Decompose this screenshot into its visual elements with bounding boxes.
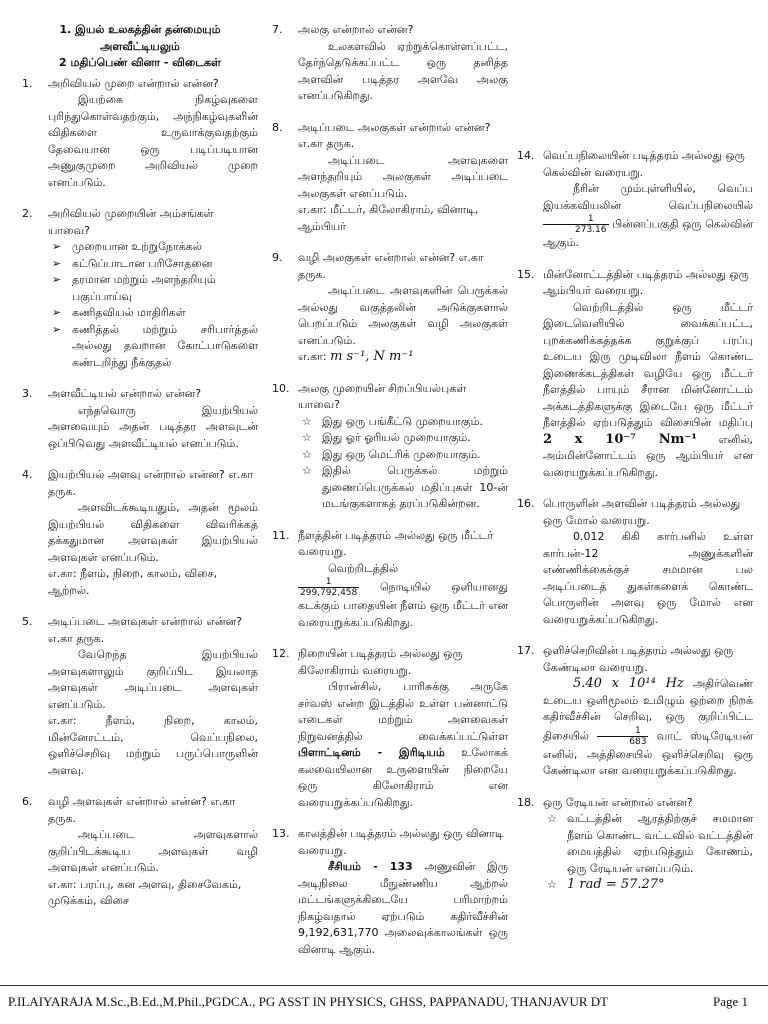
list-item: ☆ இது ஒரு பங்கீட்டு முறையாகும். xyxy=(298,414,508,431)
page-footer xyxy=(0,985,768,1014)
question-9: 9. வழி அலகுகள் என்றால் என்ன? எ.கா தருக. அடிப்படை அளவுகளின் பெருக்கல் அல்லது வகுத்தலின் அடுக்குகளால் பெறப்படும் அலகுகள் வழி அலகுகள் எனப்படும். எ.கா: m s⁻¹, N m⁻¹ xyxy=(272,251,508,364)
question-5: 5. அடிப்படை அளவுகள் என்றால் என்ன? எ.கா தருக. வேறெந்த இயற்பியல் அளவுகளாலும் குறிப்பிட இயலாத அளவுகள் அடிப்படை அளவுகள் எனப்படும். எ.கா: நீளம், நிறை, காலம், மின்னோட்டம், வெப்பநிலை, ஒளிச்செறிவு மற்றும் பருப்பொருளின் அளவு. xyxy=(22,614,258,779)
section-title: 2 மதிப்பெண் வினா - விடைகள் xyxy=(59,56,221,69)
question-text: அறிவியல் முறையின் அம்சங்கள் யாவை? xyxy=(48,207,214,237)
question-text: காலத்தின் படித்தரம் அல்லது ஒரு வினாடி வரையறு. xyxy=(298,827,504,857)
star-bullet-icon: ☆ xyxy=(547,812,557,825)
answer-text: சீசியம் - 133 அணுவின் இரு அடிநிலை மீநுண்ணிய ஆற்றல் மட்டங்களுக்கிடையே பரிமாற்றம் நிகழ்வதால் ஏற்படும் கதிர்வீச்சின் 9,192,631,770 அலைவுக்காலங்கள் ஒரு வினாடி ஆகும். xyxy=(298,860,509,956)
question-10: 10. அலகு முறையின் சிறப்பியல்புகள் யாவை? ☆ இது ஒரு பங்கீட்டு முறையாகும். ☆ இது ஓர் ஓரியல் முறையாகும். ☆ இது ஒரு மெட்ரிக் முறையாகும். ☆ இதில் பெருக்கல் மற்றும் துணைப்பெருக்கல் மதிப்புகள் 10-ன் மடங்குகளாகத் தரப்படுகின்றன. xyxy=(272,381,508,513)
question-text: மின்னோட்டத்தின் படித்தரம் அல்லது ஒரு ஆம்பியர் வரையறு. xyxy=(543,267,749,297)
question-text: வழி அளவுகள் என்றால் என்ன? எ.கா தருக. xyxy=(48,795,236,825)
fraction: $\frac{1}{273.16}$ xyxy=(543,214,609,235)
answer-text: அடிப்படை அளவுகளின் பெருக்கல் அல்லது வகுத்தலின் அடுக்குகளால் பெறப்படும் அலகுகள் வழி அலகுகள் எனப்படும். xyxy=(298,284,508,347)
answer-text: எந்தவொரு இயற்பியல் அளவையும் அதன் படித்தர அளவுடன் ஒப்பிடுவது அளவீட்டியல் எனப்படும். xyxy=(48,403,258,450)
list-item: ➢ கணிதவியல் மாதிரிகள் xyxy=(48,305,258,322)
question-16: 16. பொருளின் அளவின் படித்தரம் அல்லது ஒரு மோல் வரையறு. 0.012 கிகி கார்பனில் உள்ள கார்பன்-12 அணுக்களின் எண்ணிக்கைக்குச் சமமான பல அடிப்படைத் துகள்களைக் கொண்ட பொருளின் அளவு ஒரு மோல் என வரையறுக்கப்படுகிறது. xyxy=(517,496,753,628)
question-text: வழி அலகுகள் என்றால் என்ன? எ.கா தருக. xyxy=(298,251,484,281)
fraction: $\frac{1}{683}$ xyxy=(597,726,648,747)
question-text: அளவீட்டியல் என்றால் என்ன? xyxy=(48,387,202,400)
star-bullet-icon: ☆ xyxy=(302,464,312,477)
answer-lead: வெற்றிடத்தில் xyxy=(328,561,399,575)
force-value: 2 x 10⁻⁷ Nm⁻¹ xyxy=(543,431,697,447)
answer-text: இயற்கை நிகழ்வுகளை புரிந்துகொள்வதற்கும், அந்நிகழ்வுகளின் விதிகளை உருவாக்குவதற்கும் தேவையான ஒரு படிப்படியான அணுகுமுறை அறிவியல் முறை எனப்படும். xyxy=(48,93,258,189)
example-text: எ.கா: மீட்டர், கிலோகிராம், வினாடி, ஆம்பியர் xyxy=(298,203,479,233)
list-item: ☆ இது ஒரு மெட்ரிக் முறையாகும். xyxy=(298,447,508,464)
answer-text: 5.40 x 10¹⁴ Hz அதிர்வெண் உடைய ஒளிமூலம் உமிழும் ஒற்றை நிறக் கதிர்வீச்சின் செறிவு, ஒரு குறிப்பிட்ட திசையில் $\frac{1}{683}$ வாட் ஸ்டிரேடியன் எனில், அத்திசையில் ஒளிச்செறிவு ஒரு கேண்டிலா என வரையறுக்கப்படுகிறது. xyxy=(543,676,754,777)
column-right xyxy=(517,148,753,909)
document-header xyxy=(22,22,258,72)
answer-text: அளவிடக்கூடியதும், அதன் மூலம் இயற்பியல் விதிகளை விவரிக்கத் தக்கதுமான அளவுகள் இயற்பியல் அளவுகள் எனப்படும். xyxy=(48,501,258,564)
answer-text: 0.012 கிகி கார்பனில் உள்ள கார்பன்-12 அணுக்களின் எண்ணிக்கைக்குச் சமமான பல அடிப்படைத் துகள்களைக் கொண்ட பொருளின் அளவு ஒரு மோல் என வரையறுக்கப்படுகிறது. xyxy=(543,530,753,626)
question-text: வெப்பநிலையின் படித்தரம் அல்லது ஒரு கெல்வின் வரையறு. xyxy=(543,149,745,179)
question-1: 1. அறிவியல் முறை என்றால் என்ன? இயற்கை நிகழ்வுகளை புரிந்துகொள்வதற்கும், அந்நிகழ்வுகளின் விதிகளை உருவாக்குவதற்கும் தேவையான ஒரு படிப்படியான அணுகுமுறை அறிவியல் முறை எனப்படும். xyxy=(22,76,258,192)
answer-text: பிரான்சில், பாரிசுக்கு அருகே சர்வஸ் என்ற இடத்தில் உள்ள பன்னாட்டு எடைகள் மற்றும் அளவைகள் நிறுவனத்தில் வைக்கப்பட்டுள்ள பிளாட்டினம் - இரிடியம் உலோகக் கலவையிலான உருளையின் நிறையே ஒரு கிலோகிராம் என வரையறுக்கப்படுகிறது. xyxy=(298,680,508,809)
arrow-bullet-icon: ➢ xyxy=(52,273,62,286)
example-text: எ.கா: நீளம், நிறை, காலம், மின்னோட்டம், வெப்பநிலை, ஒளிச்செறிவு மற்றும் பருப்பொருளின் அளவு. xyxy=(48,714,258,777)
answer-text: $\frac{1}{299,792,458}$ நொடியில் ஒளியானது கடக்கும் பாதையின் நீளம் ஒரு மீட்டர் என வரையறுக்கப்படுகிறது. xyxy=(298,577,508,629)
arrow-bullet-icon: ➢ xyxy=(52,306,62,319)
question-17: 17. ஒளிச்செறிவின் படித்தரம் அல்லது ஒரு கேண்டிலா வரையறு. 5.40 x 10¹⁴ Hz அதிர்வெண் உடைய ஒளிமூலம் உமிழும் ஒற்றை நிறக் கதிர்வீச்சின் செறிவு, ஒரு குறிப்பிட்ட திசையில் $\frac{1}{683}$ வாட் ஸ்டிரேடியன் எனில், அத்திசையில் ஒளிச்செறிவு ஒரு கேண்டிலா என வரையறுக்கப்படுகிறது. xyxy=(517,643,753,780)
radian-formula: 1 rad = 57.27° xyxy=(567,877,665,892)
list-item: ➢ கணித்தல் மற்றும் சரிபார்த்தல் அல்லது தவறான கோட்பாடுகளை கண்டறிந்து நீக்குதல் xyxy=(52,322,258,369)
question-11: 11. நீளத்தின் படித்தரம் அல்லது ஒரு மீட்டர் வரையறு. வெற்றிடத்தில் $\frac{1}{299,792,458}$ நொடியில் ஒளியானது கடக்கும் பாதையின் நீளம் ஒரு மீட்டர் என வரையறுக்கப்படுகிறது. xyxy=(272,528,508,632)
star-bullet-icon: ☆ xyxy=(302,431,312,444)
highlight-term: சீசியம் - 133 xyxy=(328,860,413,873)
list-item: ☆ வட்டத்தின் ஆரத்திற்குச் சமமான நீளம் கொண்ட வட்டவில் வட்டத்தின் மையத்தில் ஏற்படுத்தும் கோணம், ஒரு ரேடியன் எனப்படும். xyxy=(547,812,753,875)
question-4: 4. இயற்பியல் அளவு என்றால் என்ன? எ.கா தருக. அளவிடக்கூடியதும், அதன் மூலம் இயற்பியல் விதிகளை விவரிக்கத் தக்கதுமான அளவுகள் இயற்பியல் அளவுகள் எனப்படும். எ.கா: நீளம், நிறை, காலம், விசை, ஆற்றல். xyxy=(22,467,258,599)
answer-text: அடிப்படை அளவுகளால் குறிப்பிடக்கூடிய அளவுகள் வழி அளவுகள் எனப்படும். xyxy=(48,828,258,874)
author-credit: P.ILAIYARAJA M.Sc.,B.Ed.,M.Phil.,PGDCA., PG ASST IN PHYSICS, GHSS, PAPPANADU, THANJAVUR DT xyxy=(8,994,609,1009)
question-14: 14. வெப்பநிலையின் படித்தரம் அல்லது ஒரு கெல்வின் வரையறு. நீரின் மும்புள்ளியில், வெப்ப இயக்கவியலின் வெப்பநிலையில் $\frac{1}{273.16}$ பின்னப்பகுதி ஒரு கெல்வின் ஆகும். xyxy=(517,148,753,252)
highlight-term: பிளாட்டினம் - இரிடியம் xyxy=(298,746,445,759)
answer-text: அடிப்படை அளவுகளை அளந்தறியும் அலகுகள் அடிப்படை அலகுகள் எனப்படும். xyxy=(298,153,508,200)
arrow-bullet-icon: ➢ xyxy=(52,322,62,336)
question-text: இயற்பியல் அளவு என்றால் என்ன? எ.கா தருக. xyxy=(48,468,254,498)
column-middle xyxy=(272,22,508,973)
question-text: நீளத்தின் படித்தரம் அல்லது ஒரு மீட்டர் வரையறு. xyxy=(298,528,494,558)
answer-text: வேறெந்த இயற்பியல் அளவுகளாலும் குறிப்பிட இயலாத அளவுகள் அடிப்படை அளவுகள் எனப்படும். xyxy=(48,648,258,711)
question-7: 7. அலகு என்றால் என்ன? உலகளவில் ஏற்றுக்கொள்ளப்பட்ட, தேர்ந்தெடுக்கப்பட்ட ஒரு தனித்த அளவின் படித்தர அளவே அலகு எனப்படுகிறது. xyxy=(272,22,508,105)
frequency-value: 5.40 x 10¹⁴ Hz xyxy=(573,676,684,691)
example-text: எ.கா: பரப்பு, கன அளவு, திசைவேகம், முடுக்கம், விசை xyxy=(48,877,242,907)
question-text: ஒளிச்செறிவின் படித்தரம் அல்லது ஒரு கேண்டிலா வரையறு. xyxy=(543,644,734,674)
example-text: எ.கா: நீளம், நிறை, காலம், விசை, ஆற்றல். xyxy=(48,567,218,597)
column-left xyxy=(22,22,258,925)
question-text: அறிவியல் முறை என்றால் என்ன? xyxy=(48,76,219,90)
question-13: 13. காலத்தின் படித்தரம் அல்லது ஒரு வினாடி வரையறு. சீசியம் - 133 அணுவின் இரு அடிநிலை மீநுண்ணிய ஆற்றல் மட்டங்களுக்கிடையே பரிமாற்றம் நிகழ்வதால் ஏற்படும் கதிர்வீச்சின் 9,192,631,770 அலைவுக்காலங்கள் ஒரு வினாடி ஆகும். xyxy=(272,826,508,958)
unit-formula: m s⁻¹, N m⁻¹ xyxy=(330,349,414,364)
question-18: 18. ஒரு ரேடியன் என்றால் என்ன? ☆ வட்டத்தின் ஆரத்திற்குச் சமமான நீளம் கொண்ட வட்டவில் வட்டத்தின் மையத்தில் ஏற்படுத்தும் கோணம், ஒரு ரேடியன் எனப்படும். ☆ 1 rad = 57.27° xyxy=(517,795,753,892)
page-number: Page 1 xyxy=(712,994,748,1009)
star-bullet-icon: ☆ xyxy=(302,414,312,428)
question-12: 12. நிறையின் படித்தரம் அல்லது ஒரு கிலோகிராம் வரையறு. பிரான்சில், பாரிசுக்கு அருகே சர்வஸ் என்ற இடத்தில் உள்ள பன்னாட்டு எடைகள் மற்றும் அளவைகள் நிறுவனத்தில் வைக்கப்பட்டுள்ள பிளாட்டினம் - இரிடியம் உலோகக் கலவையிலான உருளையின் நிறையே ஒரு கிலோகிராம் என வரையறுக்கப்படுகிறது. xyxy=(272,646,508,811)
question-2: 2. அறிவியல் முறையின் அம்சங்கள் யாவை? ➢ முறையான உற்றுநோக்கல் ➢ கட்டுப்பாடான பரிசோதனை ➢ தரமான மற்றும் அளந்தறியும் பகுப்பாய்வு ➢ கணிதவியல் மாதிரிகள் ➢ கணித்தல் மற்றும் சரிபார்த்தல் அல்லது தவறான கோட்பாடுகளை கண்டறிந்து நீக்குதல் xyxy=(22,206,258,371)
question-3: 3. அளவீட்டியல் என்றால் என்ன? எந்தவொரு இயற்பியல் அளவையும் அதன் படித்தர அளவுடன் ஒப்பிடுவது அளவீட்டியல் எனப்படும். xyxy=(22,386,258,452)
list-item xyxy=(543,877,753,894)
question-text: ஒரு ரேடியன் என்றால் என்ன? xyxy=(543,795,693,809)
question-6: 6. வழி அளவுகள் என்றால் என்ன? எ.கா தருக. அடிப்படை அளவுகளால் குறிப்பிடக்கூடிய அளவுகள் வழி அளவுகள் எனப்படும். எ.கா: பரப்பு, கன அளவு, திசைவேகம், முடுக்கம், விசை xyxy=(22,794,258,910)
star-bullet-icon: ☆ xyxy=(547,878,557,891)
list-item: ➢ கட்டுப்பாடான பரிசோதனை xyxy=(48,256,258,273)
fraction: $\frac{1}{299,792,458}$ xyxy=(300,577,358,598)
list-item: ➢ தரமான மற்றும் அளந்தறியும் பகுப்பாய்வு xyxy=(52,273,216,303)
example-text: எ.கா: m s⁻¹, N m⁻¹ xyxy=(298,349,414,364)
answer-text: உலகளவில் ஏற்றுக்கொள்ளப்பட்ட, தேர்ந்தெடுக்கப்பட்ட ஒரு தனித்த அளவின் படித்தர அளவே அலகு எனப்படுகிறது. xyxy=(298,39,508,102)
star-bullet-icon: ☆ xyxy=(302,447,312,461)
list-item: ➢ முறையான உற்றுநோக்கல் xyxy=(48,239,258,256)
answer-text: நீரின் மும்புள்ளியில், வெப்ப இயக்கவியலின் வெப்பநிலையில் $\frac{1}{273.16}$ பின்னப்பகுதி ஒரு கெல்வின் ஆகும். xyxy=(543,182,754,249)
arrow-bullet-icon: ➢ xyxy=(52,240,62,253)
question-text: அலகு முறையின் சிறப்பியல்புகள் யாவை? xyxy=(298,381,467,411)
list-item: ☆ இதில் பெருக்கல் மற்றும் துணைப்பெருக்கல் மதிப்புகள் 10-ன் மடங்குகளாகத் தரப்படுகின்றன. xyxy=(302,464,508,510)
question-text: நிறையின் படித்தரம் அல்லது ஒரு கிலோகிராம் வரையறு. xyxy=(298,647,463,677)
question-text: பொருளின் அளவின் படித்தரம் அல்லது ஒரு மோல் வரையறு. xyxy=(543,497,741,527)
list-item: ☆ இது ஓர் ஓரியல் முறையாகும். xyxy=(298,430,508,447)
question-text: அடிப்படை அளவுகள் என்றால் என்ன? எ.கா தருக. xyxy=(48,615,243,645)
arrow-bullet-icon: ➢ xyxy=(52,256,62,270)
question-text: அடிப்படை அலகுகள் என்றால் என்ன? எ.கா தருக. xyxy=(298,120,491,150)
question-15: 15. மின்னோட்டத்தின் படித்தரம் அல்லது ஒரு ஆம்பியர் வரையறு. வெற்றிடத்தில் ஒரு மீட்டர் இடைவெளியில் வைக்கப்பட்ட, புறக்கணிக்கத்தக்க குறுக்குப் பரப்பு உடைய இரு முடிவிலா நீளம் கொண்ட இணைக்கடத்திகள் வழியே ஒரு மீட்டர் நீளத்தில் பாயும் சீரான மின்னோட்டம் அக்கடத்திகளுக்கு இடையே ஒரு மீட்டர் நீளத்தில் ஏற்படுத்தும் விசையின் மதிப்பு 2 x 10⁻⁷ Nm⁻¹ எனில், அம்மின்னோட்டம் ஒரு ஆம்பியர் என வரையறுக்கப்படுகிறது. xyxy=(517,267,753,482)
question-text: அலகு என்றால் என்ன? xyxy=(298,23,414,36)
answer-text: வெற்றிடத்தில் ஒரு மீட்டர் இடைவெளியில் வைக்கப்பட்ட, புறக்கணிக்கத்தக்க குறுக்குப் பரப்பு உடைய இரு முடிவிலா நீளம் கொண்ட இணைக்கடத்திகள் வழியே ஒரு மீட்டர் நீளத்தில் பாயும் சீரான மின்னோட்டம் அக்கடத்திகளுக்கு இடையே ஒரு மீட்டர் நீளத்தில் ஏற்படுத்தும் விசையின் மதிப்பு 2 x 10⁻⁷ Nm⁻¹ எனில், அம்மின்னோட்டம் ஒரு ஆம்பியர் என வரையறுக்கப்படுகிறது. xyxy=(543,300,754,479)
chapter-title: 1. இயல் உலகத்தின் தன்மையும் அளவீட்டியலும் xyxy=(59,23,221,53)
question-8: 8. அடிப்படை அலகுகள் என்றால் என்ன? எ.கா தருக. அடிப்படை அளவுகளை அளந்தறியும் அலகுகள் அடிப்படை அலகுகள் எனப்படும். எ.கா: மீட்டர், கிலோகிராம், வினாடி, ஆம்பியர் xyxy=(272,120,508,236)
